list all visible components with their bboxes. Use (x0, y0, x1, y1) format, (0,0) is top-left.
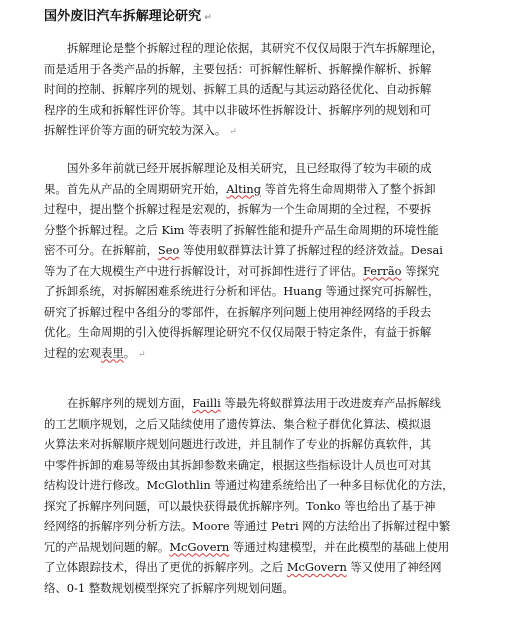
paragraph-mark-icon: ↵ (138, 349, 146, 360)
paragraph-2 (44, 158, 472, 363)
paragraph-line: 研究了拆解过程中各组分的零部件，在拆解序列问题上使用神经网络的手段去 (44, 304, 432, 319)
paragraph-line-last (44, 120, 472, 141)
spelling-flag: McGovern (286, 560, 347, 574)
paragraph-line: 密不可分。在拆解前，Seo 等使用蚁群算法计算了拆解过程的经济效益。Desai (44, 243, 443, 257)
paragraph-line: 在拆解序列的规划方面，Failli 等最先将蚁群算法用于改进废弃产品拆解线 (67, 396, 441, 410)
paragraph-line: 分整个拆解过程。之后 Kim 等表明了拆解性能和提升产品生命周期的环境性能 (44, 222, 439, 237)
paragraph-3 (44, 393, 472, 598)
spelling-flag: 表里 (100, 345, 124, 360)
paragraph-line: 时间的控制、拆解序列的规划、拆解工具的适配与其运动路径优化、自动拆解 (44, 82, 432, 96)
spelling-flag: Failli (192, 396, 221, 410)
paragraph-line: 经网络的拆解序列分析方法。Moore 等通过 Petri 网的方法给出了拆解过程中繁 (44, 519, 451, 533)
paragraph-line: 结构设计进行修改。McGlothlin 等通过构建系统给出了一种多目标优化的方法， (44, 478, 454, 492)
spelling-flag: Seo (157, 243, 180, 257)
paragraph-line: 络、0-1 整数规划模型探究了拆解序列规划问题。 (44, 580, 294, 595)
paragraph-line: 过程中，提出整个拆解过程是宏观的，拆解为一个生命周期的全过程，不要拆 (44, 202, 432, 216)
paragraph-line: 中零件拆卸的难易等级由其拆卸参数来确定，根据这些指标设计人员也可对其 (44, 457, 432, 472)
paragraph-mark-icon: ↵ (229, 127, 237, 137)
paragraph-line: 等为了在大规模生产中进行拆解设计，对可拆卸性进行了评估。Ferrão 等探究 (44, 263, 440, 278)
paragraph-line: 优化。生命周期的引入使得拆解理论研究不仅仅局限于特定条件，有益于拆解 (44, 325, 432, 339)
paragraph-line: 探究了拆解序列问题，可以最快获得最优拆解序列。Tonko 等也给出了基于神 (44, 498, 436, 513)
paragraph-1 (44, 38, 472, 141)
paragraph-mark-icon: ↵ (204, 13, 212, 23)
section-heading-text: 国外废旧汽车拆解理论研究 (44, 9, 202, 24)
spelling-flag: McGovern (169, 539, 230, 554)
paragraph-line: 而是适用于各类产品的拆解，主要包括：可拆解性解析、拆解操作解析、拆解 (44, 61, 432, 76)
paragraph-line: 了拆卸系统，对拆解困难系统进行分析和评估。Huang 等通过探究可拆解性， (44, 284, 440, 298)
paragraph-line-last (44, 343, 472, 364)
paragraph-line: 的工艺顺序规划，之后又陆续使用了遗传算法、集合粒子群优化算法、模拟退 (44, 416, 432, 431)
paragraph-line: 火算法来对拆解顺序规划问题进行改进，并且制作了专业的拆解仿真软件，其 (44, 437, 432, 451)
spelling-flag: Ferrão (362, 263, 402, 278)
spelling-flag: Alting (226, 181, 261, 196)
paragraph-line-text: 过程的宏观表里。 (44, 345, 136, 360)
paragraph-line: 国外多年前就已经开展拆解理论及相关研究，且已经取得了较为丰硕的成 (67, 161, 432, 175)
paragraph-line: 冗的产品规划问题的解。McGovern 等通过构建模型，并在此模型的基础上使用 (44, 539, 450, 554)
paragraph-line: 了立体跟踪技术，得出了更优的拆解序列。之后 McGovern 等又使用了神经网 (44, 560, 442, 574)
paragraph-line: 程序的生成和拆解性评价等。其中以非破坏性拆解设计、拆解序列的规划和可 (44, 102, 432, 117)
paragraph-line: 拆解理论是整个拆解过程的理论依据，其研究不仅仅局限于汽车拆解理论， (67, 41, 443, 55)
section-heading (44, 8, 212, 27)
paragraph-line-text: 拆解性评价等方面的研究较为深入。 (44, 123, 227, 137)
paragraph-line: 果。首先从产品的全周期研究开始，Alting 等首先将生命周期带入了整个拆卸 (44, 181, 436, 196)
